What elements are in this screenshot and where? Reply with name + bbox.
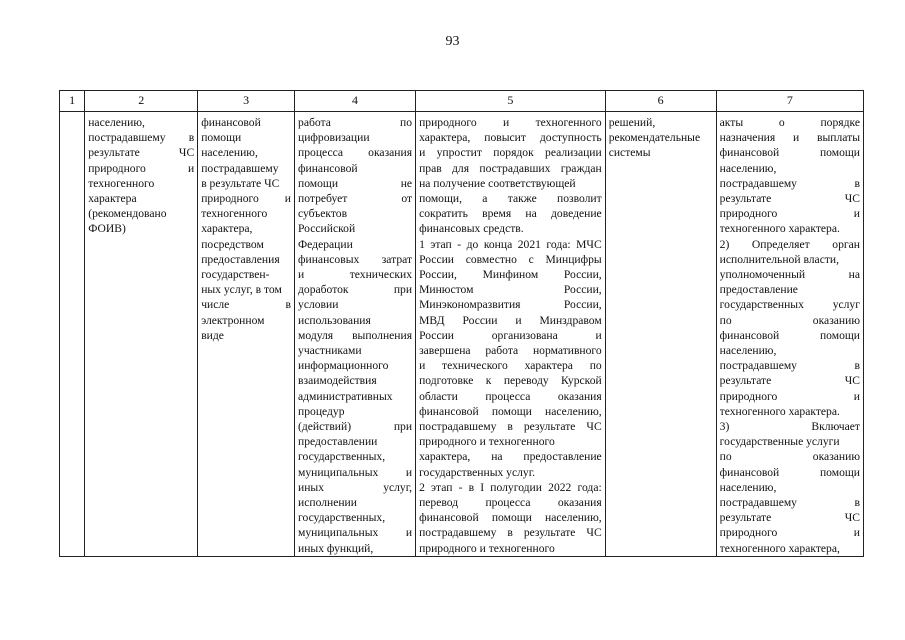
cell-text-line: условии bbox=[298, 298, 339, 312]
cell-text-line: природного и bbox=[88, 161, 195, 175]
cell-text-line: предоставлении bbox=[298, 435, 378, 449]
cell-text-line: 3) Включает bbox=[719, 420, 860, 434]
cell-text-line: финансовой bbox=[298, 161, 358, 175]
cell-text-line: потребует от bbox=[298, 192, 413, 206]
cell-text-line: информационного bbox=[298, 359, 389, 373]
cell-text-line: процесса оказания bbox=[298, 146, 413, 160]
cell-text-line: модуля выполнения bbox=[298, 328, 413, 342]
header-cell-7: 7 bbox=[716, 91, 863, 112]
body-cell-col-5 bbox=[416, 112, 606, 557]
cell-text-line: населению, bbox=[719, 161, 777, 175]
cell-text-line: природного и bbox=[719, 207, 860, 221]
cell-text-line: пострадавшему в bbox=[719, 176, 860, 190]
cell-text-line: и технических bbox=[298, 268, 413, 282]
cell-text-line: Минюстом России, bbox=[419, 283, 602, 297]
cell-text-line: 2) Определяет орган bbox=[719, 237, 860, 251]
cell-text-line: цифровизации bbox=[298, 131, 370, 145]
cell-text-line: России, Минфином России, bbox=[419, 268, 602, 282]
header-cell-1: 1 bbox=[60, 91, 85, 112]
cell-text-line: предоставление bbox=[719, 283, 798, 297]
cell-text-line: государственных, bbox=[298, 450, 386, 464]
cell-text-line: финансовой bbox=[201, 116, 261, 129]
cell-text-line: ных услуг, в том bbox=[201, 283, 282, 297]
cell-text-line: и упростит порядок реализации bbox=[419, 146, 602, 160]
body-cell-col-7 bbox=[716, 112, 863, 557]
cell-text-line: пострадавшему в bbox=[88, 131, 195, 145]
cell-text-line: финансовой помощи населению, bbox=[419, 511, 602, 525]
cell-text-line: характера, повысит доступность bbox=[419, 131, 602, 145]
cell-text-line: (рекомендовано bbox=[88, 207, 167, 221]
cell-text-line: техногенного bbox=[201, 207, 268, 221]
cell-text-line: техногенного характера. bbox=[719, 404, 840, 418]
cell-text-line: помощи bbox=[201, 131, 242, 145]
cell-text-line: иных функций, bbox=[298, 541, 374, 555]
cell-text-line: природного и bbox=[201, 192, 292, 206]
header-cell-6: 6 bbox=[605, 91, 716, 112]
cell-text-line: подготовке к переводу Курской bbox=[419, 374, 602, 388]
cell-text-line: участниками bbox=[298, 344, 362, 358]
cell-text-line: ФОИВ) bbox=[88, 222, 126, 236]
document-table bbox=[59, 90, 864, 557]
cell-text-line: природного и bbox=[719, 526, 860, 540]
cell-text-line: исполнительной власти, bbox=[719, 252, 840, 266]
cell-text-line: характера bbox=[88, 192, 137, 206]
cell-text-line: характера, на предоставление bbox=[419, 450, 602, 464]
cell-text-line: завершена работа нормативного bbox=[419, 344, 602, 358]
cell-text-line: по оказанию bbox=[719, 450, 860, 464]
cell-text-line: государственных услуг. bbox=[419, 465, 536, 479]
cell-text-line: доработок при bbox=[298, 283, 413, 297]
body-cell-col-4 bbox=[295, 112, 416, 557]
cell-text-line: пострадавшему в результате ЧС bbox=[419, 420, 602, 434]
header-cell-4: 4 bbox=[295, 91, 416, 112]
cell-text-line: назначения и выплаты bbox=[719, 131, 860, 145]
cell-text-line: процедур bbox=[298, 404, 345, 418]
cell-text-line: финансовой помощи населению, bbox=[419, 404, 602, 418]
header-cell-3: 3 bbox=[198, 91, 295, 112]
cell-text-line: решений, bbox=[608, 116, 656, 129]
cell-text-line: работа по bbox=[298, 116, 413, 129]
cell-text-line: пострадавшему в bbox=[719, 359, 860, 373]
cell-text-line: перевод процесса оказания bbox=[419, 496, 602, 510]
cell-text-line: рекомендательные bbox=[608, 131, 701, 145]
cell-text-line: иных услуг, bbox=[298, 480, 413, 494]
cell-text-line: государственных, bbox=[298, 511, 386, 525]
cell-text-line: природного и техногенного bbox=[419, 116, 602, 129]
cell-text-line: помощи, а также позволит bbox=[419, 192, 602, 206]
cell-text-line: (действий) при bbox=[298, 420, 413, 434]
cell-text-line: финансовой помощи bbox=[719, 146, 860, 160]
cell-text-line: субъектов bbox=[298, 207, 348, 221]
cell-text-line: техногенного характера. bbox=[719, 222, 840, 236]
cell-text-line: в результате ЧС bbox=[201, 176, 280, 190]
cell-text-line: пострадавшему в bbox=[719, 496, 860, 510]
cell-text-line: Российской bbox=[298, 222, 356, 236]
cell-text-line: характера, bbox=[201, 222, 253, 236]
cell-text-line: акты о порядке bbox=[719, 116, 860, 129]
cell-text-line: взаимодействия bbox=[298, 374, 377, 388]
cell-text-line: государственные услуги bbox=[719, 435, 840, 449]
cell-text-line: посредством bbox=[201, 237, 264, 251]
cell-text-line: населению, bbox=[201, 146, 258, 160]
cell-text-line: прав для пострадавших граждан bbox=[419, 161, 602, 175]
cell-text-line: результате ЧС bbox=[719, 192, 860, 206]
cell-text-line: техногенного bbox=[88, 176, 155, 190]
cell-text-line: природного и техногенного bbox=[419, 541, 555, 555]
cell-text-line: Минэкономразвития России, bbox=[419, 298, 602, 312]
cell-text-line: России совместно с Минцифры bbox=[419, 252, 602, 266]
cell-text-line: системы bbox=[608, 146, 651, 160]
cell-text-line: области процесса оказания bbox=[419, 389, 602, 403]
cell-text-line: по оказанию bbox=[719, 313, 860, 327]
cell-text-line: административных bbox=[298, 389, 393, 403]
cell-text-line: населению, bbox=[719, 344, 777, 358]
body-cell-col-6 bbox=[605, 112, 716, 557]
table-row bbox=[60, 112, 864, 557]
body-cell-col-3 bbox=[198, 112, 295, 557]
cell-text-line: 1 этап - до конца 2021 года: МЧС bbox=[419, 237, 602, 251]
cell-text-line: виде bbox=[201, 328, 224, 342]
cell-text-line: техногенного характера, bbox=[719, 541, 840, 555]
cell-text-line: пострадавшему в результате ЧС bbox=[419, 526, 602, 540]
cell-text-line: населению, bbox=[88, 116, 145, 129]
cell-text-line: населению, bbox=[719, 480, 777, 494]
cell-text-line: финансовых затрат bbox=[298, 252, 413, 266]
cell-text-line: на получение соответствующей bbox=[419, 176, 576, 190]
cell-text-line: результате ЧС bbox=[719, 511, 860, 525]
cell-text-line: Федерации bbox=[298, 237, 353, 251]
table-header-row bbox=[60, 91, 864, 112]
cell-text-line: России организована и bbox=[419, 328, 602, 342]
cell-text-line: пострадавшему bbox=[201, 161, 279, 175]
cell-text-line: финансовой помощи bbox=[719, 328, 860, 342]
cell-text-line: государствен- bbox=[201, 268, 270, 282]
cell-text-line: МВД России и Минздравом bbox=[419, 313, 602, 327]
cell-text-line: уполномоченный на bbox=[719, 268, 860, 282]
cell-text-line: 2 этап - в I полугодии 2022 года: bbox=[419, 480, 602, 494]
cell-text-line: результате ЧС bbox=[719, 374, 860, 388]
cell-text-line: муниципальных и bbox=[298, 465, 413, 479]
cell-text-line: результате ЧС bbox=[88, 146, 195, 160]
cell-text-line: муниципальных и bbox=[298, 526, 413, 540]
cell-text-line: природного и техногенного bbox=[419, 435, 555, 449]
cell-text-line: природного и bbox=[719, 389, 860, 403]
cell-text-line: и технического характера по bbox=[419, 359, 602, 373]
cell-text-line: финансовых средств. bbox=[419, 222, 524, 236]
cell-text-line: помощи не bbox=[298, 176, 413, 190]
cell-text-line: числе в bbox=[201, 298, 292, 312]
cell-text-line: электронном bbox=[201, 313, 265, 327]
cell-text-line: предоставления bbox=[201, 252, 280, 266]
cell-text-line: исполнении bbox=[298, 496, 357, 510]
body-cell-col-1 bbox=[60, 112, 85, 557]
cell-text-line: использования bbox=[298, 313, 371, 327]
cell-text-line: сократить время на доведение bbox=[419, 207, 602, 221]
header-cell-5: 5 bbox=[416, 91, 606, 112]
page-number: 93 bbox=[445, 34, 460, 49]
cell-text-line: финансовой помощи bbox=[719, 465, 860, 479]
body-cell-col-2 bbox=[85, 112, 198, 557]
cell-text-line: государственных услуг bbox=[719, 298, 860, 312]
header-cell-2: 2 bbox=[85, 91, 198, 112]
